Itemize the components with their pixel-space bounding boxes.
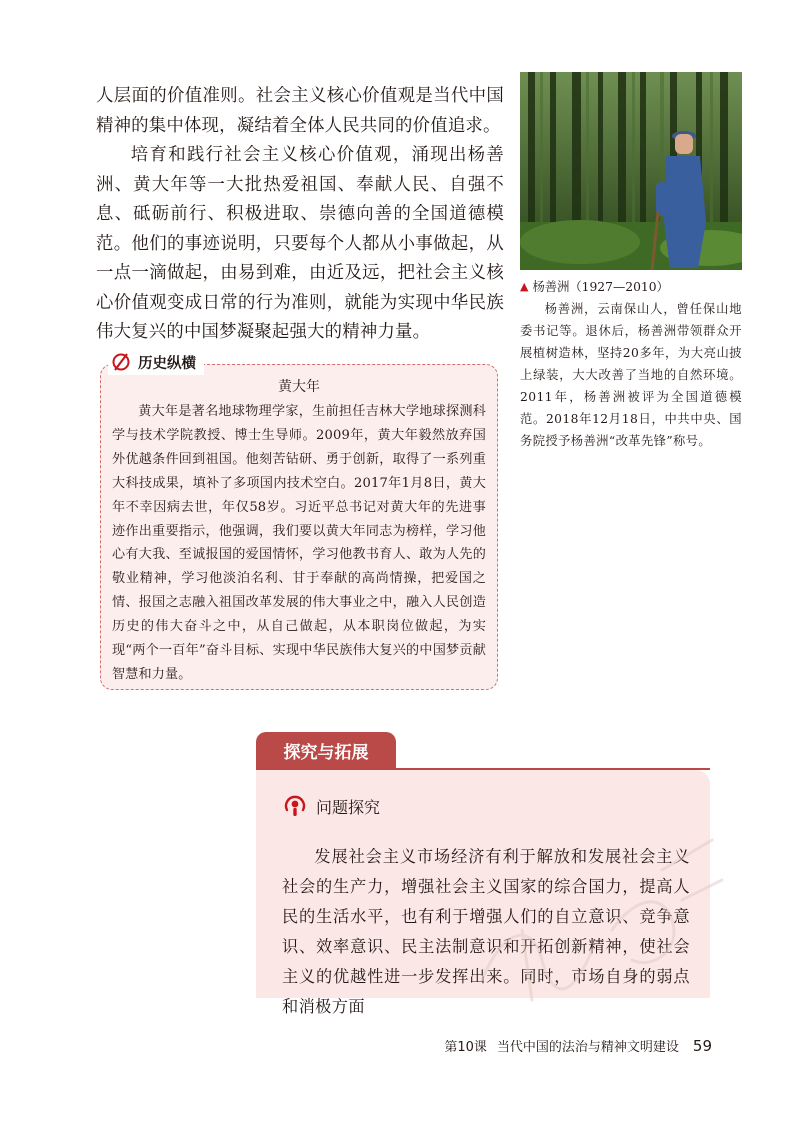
- question-header: [282, 793, 380, 819]
- triangle-marker-icon: ▲: [520, 280, 529, 293]
- history-icon: [110, 351, 132, 373]
- page-number: 59: [692, 1037, 712, 1055]
- history-title: 黄大年: [278, 379, 320, 395]
- caption-title: 杨善洲（1927—2010）: [532, 280, 669, 294]
- history-text: [112, 400, 486, 687]
- photo-caption: [520, 276, 742, 452]
- question-paragraph: 发展社会主义市场经济有利于解放和发展社会主义社会的生产力，增强社会主义国家的综合国力，提高人民的生活水平，也有利于增强人们的自立意识、竞争意识、效率意识、民主法制意识和开拓创新精神，使社会主义的优越性进一步发挥出来。同时，市场自身的弱点和消极方面: [282, 847, 690, 1016]
- forest-portrait-illustration: [520, 72, 742, 270]
- main-paragraph-1: 人层面的价值准则。社会主义核心价值观是当代中国精神的集中体现，凝结着全体人民共同的价值追求。: [96, 86, 504, 136]
- main-body-text: [96, 82, 504, 348]
- caption-body: 杨善洲，云南保山人，曾任保山地委书记等。退休后，杨善洲带领群众开展植树造林，坚持20多年，为大亮山披上绿装，大大改善了当地的自然环境。2011年，杨善洲被评为全国道德模范。2018年12月18日，中共中央、国务院授予杨善洲“改革先锋”称号。: [520, 302, 742, 448]
- footer-title: 当代中国的法治与精神文明建设: [496, 1040, 679, 1055]
- question-header-label: 问题探究: [316, 797, 381, 817]
- question-icon: [282, 793, 308, 819]
- main-paragraph-2: 培育和践行社会主义核心价值观，涌现出杨善洲、黄大年等一大批热爱祖国、奉献人民、自强不息、砥砺前行、积极进取、崇德向善的全国道德模范。他们的事迹说明，只要每个人都从小事做起，从一点一滴做起，由易到难，由近及远，把社会主义核心价值观变成日常的行为准则，就能为实现中华民族伟大复兴的中国梦凝聚起强大的精神力量。: [96, 145, 504, 342]
- page-footer: [444, 1036, 712, 1055]
- question-text: [282, 842, 690, 1022]
- explore-tab: 探究与拓展: [256, 732, 396, 768]
- history-header-label: 历史纵横: [138, 355, 196, 372]
- yang-shanzhou-photo: [520, 72, 742, 270]
- history-header: [108, 349, 204, 375]
- history-paragraph: 黄大年是著名地球物理学家，生前担任吉林大学地球探测科学与技术学院教授、博士生导师。2009年，黄大年毅然放弃国外优越条件回到祖国。他刻苦钻研、勇于创新，取得了一系列重大科技成果，填补了多项国内技术空白。2017年1月8日，黄大年不幸因病去世，年仅58岁。习近平总书记对黄大年的先进事迹作出重要指示，他强调，我们要以黄大年同志为榜样，学习他心有大我、至诚报国的爱国情怀，学习他教书育人、敢为人先的敬业精神，学习他淡泊名利、甘于奉献的高尚情操，把爱国之情、报国之志融入祖国改革发展的伟大事业之中，融入人民创造历史的伟大奋斗之中，从自己做起，从本职岗位做起，为实现“两个一百年”奋斗目标、实现中华民族伟大复兴的中国梦贡献智慧和力量。: [112, 404, 486, 682]
- footer-lesson: 第10课: [444, 1040, 487, 1055]
